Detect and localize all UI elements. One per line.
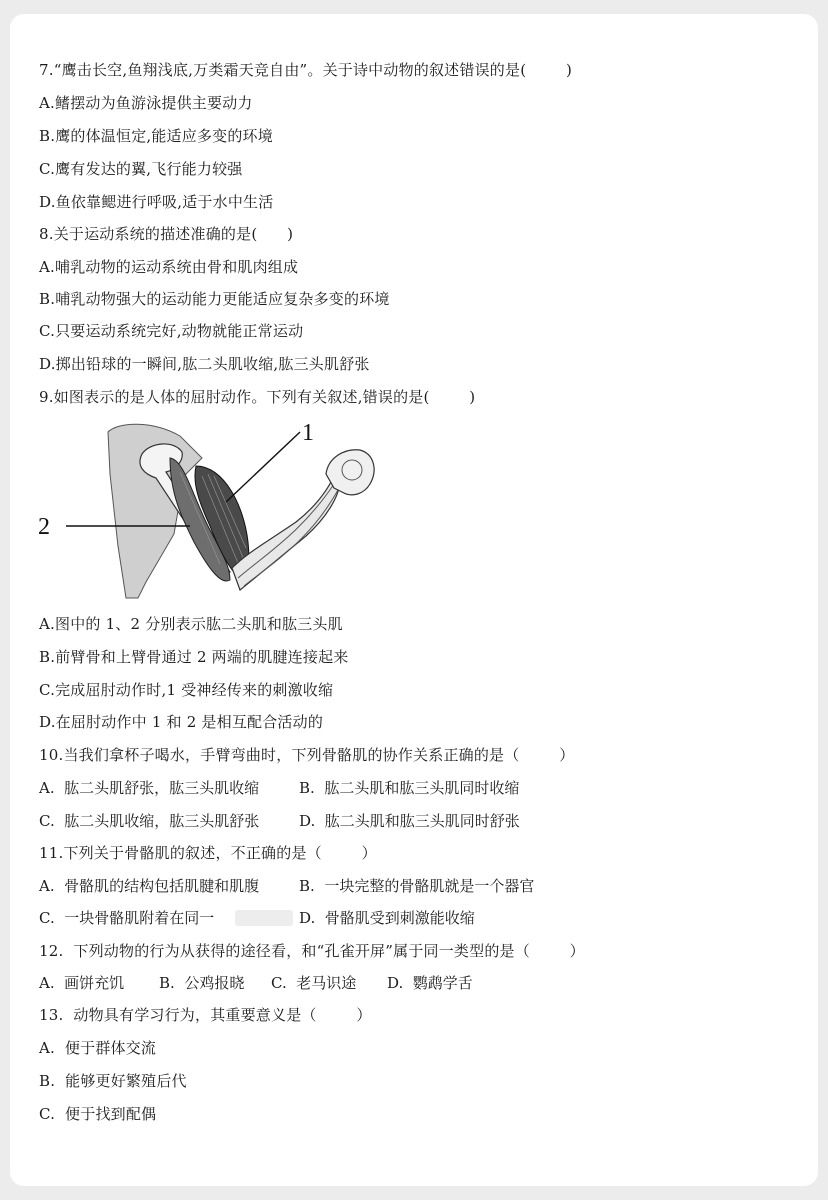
- q9-option-d: D.在屈肘动作中 1 和 2 是相互配合活动的: [39, 713, 324, 731]
- q12-option-b: B. 公鸡报晓: [159, 974, 245, 992]
- q12-option-d: D. 鹦鹉学舌: [387, 974, 473, 992]
- q12-option-c: C. 老马识途: [271, 974, 357, 992]
- q10-option-d: D. 肱二头肌和肱三头肌同时舒张: [299, 812, 520, 830]
- q8-option-d: D.掷出铅球的一瞬间,肱二头肌收缩,肱三头肌舒张: [39, 355, 370, 373]
- q10-option-b: B. 肱二头肌和肱三头肌同时收缩: [299, 779, 520, 797]
- q13-option-c: C. 便于找到配偶: [39, 1105, 157, 1123]
- q10-option-a: A. 肱二头肌舒张，肱三头肌收缩: [39, 779, 260, 797]
- q9-option-b: B.前臂骨和上臂骨通过 2 两端的肌腱连接起来: [39, 648, 349, 666]
- q8-option-a: A.哺乳动物的运动系统由骨和肌肉组成: [39, 258, 299, 276]
- q8-stem: 8.关于运动系统的描述准确的是( ): [39, 225, 294, 243]
- q11-option-a: A. 骨骼肌的结构包括肌腱和肌腹: [39, 877, 260, 895]
- q11-option-c: C. 一块骨骼肌附着在同一: [39, 909, 215, 927]
- exam-page: [10, 14, 818, 1186]
- q7-option-b: B.鹰的体温恒定,能适应多变的环境: [39, 127, 273, 145]
- label-2: 2: [38, 514, 50, 540]
- q12-stem: 12. 下列动物的行为从获得的途径看，和“孔雀开屏”属于同一类型的是（ ）: [39, 942, 585, 960]
- label-1: 1: [302, 420, 314, 446]
- q7-option-c: C.鹰有发达的翼,飞行能力较强: [39, 160, 243, 178]
- q9-option-c: C.完成屈肘动作时,1 受神经传来的刺激收缩: [39, 681, 334, 699]
- q11-option-d: D. 骨骼肌受到刺激能收缩: [299, 909, 475, 927]
- elbow-flexion-figure: [34, 414, 454, 614]
- label-1-leader: [226, 432, 300, 502]
- q9-stem: 9.如图表示的是人体的屈肘动作。下列有关叙述,错误的是( ): [39, 388, 476, 406]
- q8-option-c: C.只要运动系统完好,动物就能正常运动: [39, 322, 304, 340]
- q12-option-a: A. 画饼充饥: [39, 974, 125, 992]
- q13-option-a: A. 便于群体交流: [39, 1039, 157, 1057]
- q10-option-c: C. 肱二头肌收缩，肱三头肌舒张: [39, 812, 260, 830]
- forearm: [232, 480, 340, 590]
- q11-option-b: B. 一块完整的骨骼肌就是一个器官: [299, 877, 535, 895]
- q7-option-d: D.鱼依靠鳃进行呼吸,适于水中生活: [39, 193, 274, 211]
- q7-option-a: A.鳍摆动为鱼游泳提供主要动力: [39, 94, 253, 112]
- q13-stem: 13. 动物具有学习行为，其重要意义是（ ）: [39, 1006, 372, 1024]
- q7-stem: 7.“鹰击长空,鱼翔浅底,万类霜天竞自由”。关于诗中动物的叙述错误的是( ): [39, 61, 573, 79]
- q8-option-b: B.哺乳动物强大的运动能力更能适应复杂多变的环境: [39, 290, 390, 308]
- q9-option-a: A.图中的 1、2 分别表示肱二头肌和肱三头肌: [39, 615, 343, 633]
- q13-option-b: B. 能够更好繁殖后代: [39, 1072, 187, 1090]
- occluded-text-area: [235, 910, 293, 926]
- q11-stem: 11.下列关于骨骼肌的叙述，不正确的是（ ）: [39, 844, 377, 862]
- q10-stem: 10.当我们拿杯子喝水，手臂弯曲时，下列骨骼肌的协作关系正确的是（ ）: [39, 746, 575, 764]
